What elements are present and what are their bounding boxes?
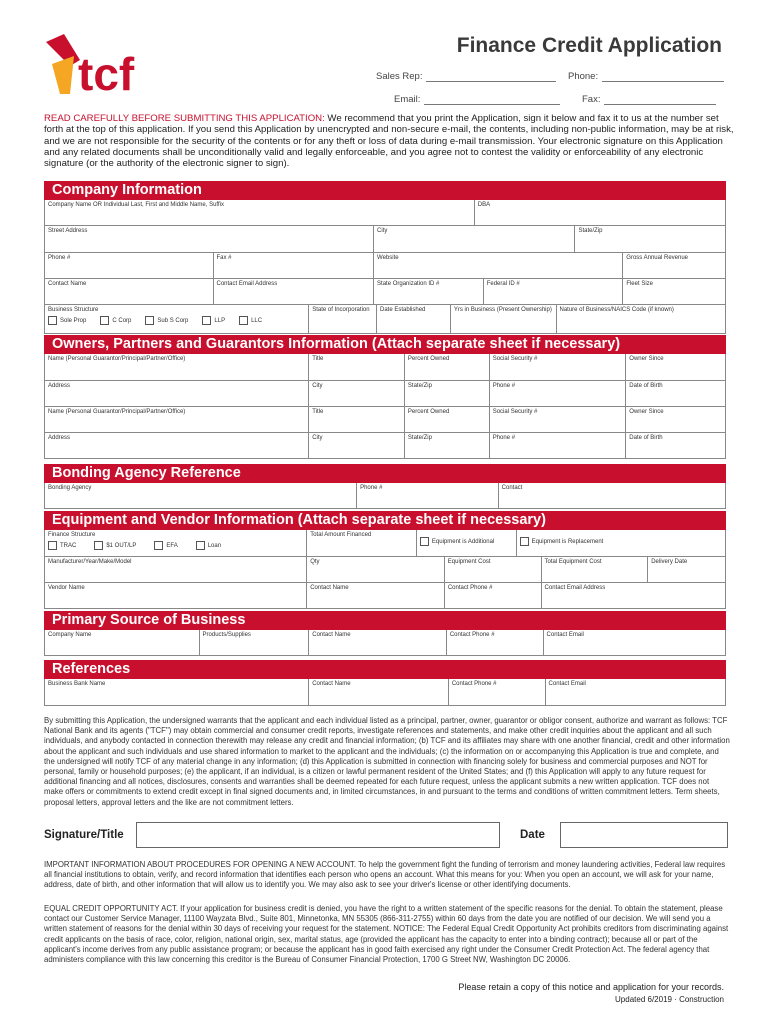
owners-section-title: Owners, Partners and Guarantors Information (Attach separate sheet if necessary) [44,335,726,354]
vendor-contact-field[interactable]: Contact Name [307,583,445,608]
intro-paragraph [44,113,734,169]
city-field[interactable]: City [374,226,575,252]
loan-checkbox[interactable]: Loan [196,541,221,550]
fleet-size-field[interactable]: Fleet Size [626,281,653,287]
company-fax-field[interactable]: Fax # [214,253,375,278]
sub-s-corp-checkbox[interactable]: Sub S Corp [145,316,188,325]
business-structure-field: Business Structure Sole Prop C Corp Sub S Corp LLP LLC [45,305,309,333]
street-field[interactable]: Street Address [45,226,374,252]
owner2-phone-field[interactable]: Phone # [490,433,627,458]
established-field[interactable]: Date Established [377,305,451,333]
phone-field[interactable] [568,71,724,82]
phone-label: Phone: [568,71,599,82]
owner1-ssn-field[interactable]: Social Security # [490,354,627,380]
intro-lead: READ CAREFULLY BEFORE SUBMITTING THIS APPLICATION: [44,113,325,124]
owner2-since-field[interactable]: Owner Since [629,409,664,415]
primary-section [44,611,726,656]
federal-id-field[interactable]: Federal ID # [484,279,624,304]
finance-structure-field: Finance Structure TRAC $1 OUT/LP EFA Loan [45,530,307,556]
owner2-dob-field[interactable]: Date of Birth [629,435,663,441]
owner1-since-field[interactable]: Owner Since [629,356,664,362]
page-title: Finance Credit Application [456,34,722,57]
bonding-contact-field[interactable]: Contact [501,485,523,491]
equipment-replacement-field[interactable] [517,530,725,556]
sales-rep-label: Sales Rep: [376,71,423,82]
reference-email-field[interactable]: Contact Email [548,681,586,687]
total-cost-field[interactable]: Total Equipment Cost [542,557,649,582]
signature-label: Signature/Title [44,829,124,841]
sole-prop-checkbox[interactable]: Sole Prop [48,316,86,325]
sales-rep-field[interactable] [376,71,556,82]
bonding-phone-field[interactable]: Phone # [357,483,499,508]
owner1-address-field[interactable]: Address [45,381,309,406]
owner2-title-field[interactable]: Title [309,407,405,432]
c-corp-checkbox[interactable]: C Corp [100,316,131,325]
logo-text: tcf [78,48,135,100]
primary-products-field[interactable]: Products/Supplies [200,630,310,655]
email-label: Email: [394,94,421,105]
llc-checkbox[interactable]: LLC [239,316,262,325]
owners-section [44,335,726,459]
revenue-field[interactable]: Gross Annual Revenue [626,255,689,261]
bonding-section-title: Bonding Agency Reference [44,464,726,483]
equipment-section-title: Equipment and Vendor Information (Attach separate sheet if necessary) [44,511,726,530]
date-label: Date [520,829,545,841]
date-box[interactable] [560,822,728,848]
naics-field[interactable]: Nature of Business/NAICS Code (if known) [559,307,674,313]
signature-box[interactable] [136,822,500,848]
state-zip-field[interactable]: State/Zip [578,228,603,234]
owner2-ssn-field[interactable]: Social Security # [490,407,627,432]
contact-email-field[interactable]: Contact Email Address [214,279,375,304]
additional-checkbox[interactable]: Equipment is Additional [420,537,494,546]
total-financed-field[interactable]: Total Amount Financed [307,530,417,556]
company-section [44,181,726,334]
dollar-out-checkbox[interactable]: $1 OUT/LP [94,541,136,550]
years-field[interactable]: Yrs in Business (Present Ownership) [451,305,557,333]
owner1-city-field[interactable]: City [309,381,405,406]
fax-label: Fax: [582,94,601,105]
efa-checkbox[interactable]: EFA [154,541,177,550]
equipment-additional-field[interactable] [417,530,517,556]
state-org-field[interactable]: State Organization ID # [374,279,484,304]
dba-field[interactable]: DBA [477,202,491,208]
owner1-percent-field[interactable]: Percent Owned [405,354,490,380]
website-field[interactable]: Website [374,253,623,278]
tcf-logo [44,34,164,104]
delivery-date-field[interactable]: Delivery Date [651,559,688,565]
replacement-checkbox[interactable]: Equipment is Replacement [520,537,604,546]
bank-name-field[interactable]: Business Bank Name [45,679,309,705]
owner2-city-field[interactable]: City [309,433,405,458]
reference-phone-field[interactable]: Contact Phone # [449,679,546,705]
vendor-phone-field[interactable]: Contact Phone # [445,583,542,608]
trac-checkbox[interactable]: TRAC [48,541,76,550]
llp-checkbox[interactable]: LLP [202,316,225,325]
equipment-section [44,511,726,609]
bonding-agency-field[interactable]: Bonding Agency [45,483,357,508]
fax-field[interactable] [582,94,716,105]
primary-company-field[interactable]: Company Name [45,630,200,655]
references-section-title: References [44,660,726,679]
retain-notice: Please retain a copy of this notice and application for your records. [458,982,724,992]
contact-name-field[interactable]: Contact Name [45,279,214,304]
owner1-title-field[interactable]: Title [309,354,405,380]
company-section-title: Company Information [44,181,726,200]
owner1-name-field[interactable]: Name (Personal Guarantor/Principal/Partner/Office) [45,354,309,380]
company-phone-field[interactable]: Phone # [45,253,214,278]
primary-section-title: Primary Source of Business [44,611,726,630]
owner2-percent-field[interactable]: Percent Owned [405,407,490,432]
email-field[interactable] [394,94,560,105]
qty-field[interactable]: Qty [307,557,445,582]
manufacturer-field[interactable]: Manufacturer/Year/Make/Model [45,557,307,582]
primary-phone-field[interactable]: Contact Phone # [447,630,544,655]
company-name-field[interactable]: Company Name OR Individual Last, First and Middle Name, Suffix [45,200,475,225]
logo-orange-swoosh [52,56,74,94]
primary-contact-field[interactable]: Contact Name [309,630,447,655]
signature-row [44,822,728,848]
owner1-state-zip-field[interactable]: State/Zip [405,381,490,406]
owner2-address-field[interactable]: Address [45,433,309,458]
references-section [44,660,726,706]
vendor-email-field[interactable]: Contact Email Address [544,585,606,591]
intro-body: We recommend that you print the Application, sign it below and fax it to us at the number set forth at the top of this application. If you send this Application by unencrypted and non-secure e-mail, the contents, including non-public information, may be at risk, and we are not responsible for the security of the contents or for any theft or loss of data during e-mail transmission. Your electronic signature on this Application and any related documents shall be unconditionally valid and legally enforceable, and you agree not to contest the validity or enforceability of any electronic signature (or the authority of the electronic signer to sign). [44,113,734,170]
owner1-phone-field[interactable]: Phone # [490,381,627,406]
equipment-cost-field[interactable]: Equipment Cost [445,557,542,582]
updated-notice: Updated 6/2019 · Construction [615,995,724,1004]
owner1-dob-field[interactable]: Date of Birth [629,383,663,389]
primary-email-field[interactable]: Contact Email [546,632,584,638]
vendor-name-field[interactable]: Vendor Name [45,583,307,608]
reference-contact-field[interactable]: Contact Name [309,679,449,705]
bonding-section [44,464,726,509]
warranty-paragraph: By submitting this Application, the undersigned warrants that the applicant and each individual listed as a principal, partner, owner, guarantor or obligor consent, authorize and warrant as follows: TCF National Bank and its agents ("TCF") may obtain commercial and consumer credit reports, investigate references and statements, and make other credit inquiries about the applicant and all such individuals, and anybody contacted in connection therewith may release any credit and financial information; (b) TCF and its affiliates may share with one another financial, credit and other information about the applicant and such individuals and use shared information to market to the applicant and the individuals; (c) the information on or accompanying this Application is true and complete, and the undersigned will notify TCF of any material change in any information; (d) this Application is submitted in connection with financing solely for business and commercial purposes and NOT for personal, family or household purposes; (e) the applicant, if an individual, is a citizen or lawful permanent resident of the United States; and (f) this Application will apply to any future request for additional financing and all notices, disclosures, consents and warranties shall be deemed repeated for each future request, unless the applicant submits a new written application. TCF does not make offers or commitments to extend credit except in final signed documents and, in limited circumstances, in and pursuant to the terms and conditions of written commitment letters. Term sheets, proposal letters, approval letters and the like are not commitment letters. [44,716,730,807]
incorporation-field[interactable]: State of Incorporation [309,305,377,333]
owner2-state-zip-field[interactable]: State/Zip [405,433,490,458]
ecoa-paragraph: EQUAL CREDIT OPPORTUNITY ACT. If your application for business credit is denied, you have the right to a written statement of the specific reasons for the denial. To obtain the statement, please contact our Customer Service Manager, 11100 Wayzata Blvd., Suite 801, Minnetonka, MN 55305 (866-311-2755) within 60 days from the date you are notified of our decision. We will send you a written statement of reasons for the denial within 30 days of receiving your request for the statement. NOTICE: The Federal Equal Credit Opportunity Act prohibits creditors from discriminating against credit applicants on the basis of race, color, religion, national origin, sex, marital status, age (provided the applicant has the capacity to enter into a binding contract); because all or part of the applicant's income derives from any public assistance program; or because the applicant has in good faith exercised any right under the Consumer Credit Protection Act. The federal agency that administers compliance with this law concerning this creditor is the Bureau of Consumer Financial Protection, 1700 G Street NW, Washington DC 20006. [44,904,729,965]
owner2-name-field[interactable]: Name (Personal Guarantor/Principal/Partner/Office) [45,407,309,432]
important-paragraph: IMPORTANT INFORMATION ABOUT PROCEDURES FOR OPENING A NEW ACCOUNT. To help the government fight the funding of terrorism and money laundering activities, Federal law requires all financial institutions to obtain, verify, and record information that identifies each person who opens an account. What this means for you: When you open an account, we will ask for your name, address, date of birth, and other information that will allow us to identify you. We may also ask to see your driver's license or other identifying documents. [44,860,726,890]
